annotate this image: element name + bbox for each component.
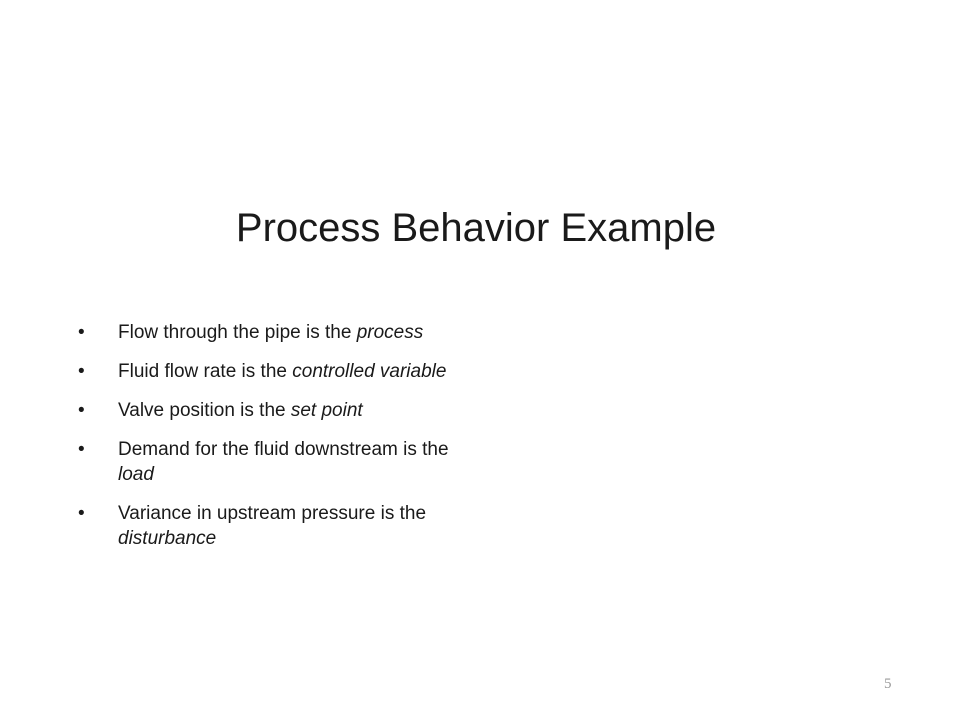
bullet-emphasis-text: controlled variable (292, 361, 447, 382)
bullet-plain-text: Valve position is the (118, 400, 291, 421)
bullet-icon: • (78, 400, 85, 421)
bullet-icon: • (78, 361, 85, 382)
bullet-list (78, 320, 478, 565)
bullet-plain-text: Flow through the pipe is the (118, 322, 357, 343)
bullet-item (78, 437, 478, 487)
bullet-text (118, 322, 423, 343)
bullet-item (78, 320, 478, 345)
bullet-icon: • (78, 503, 85, 524)
bullet-icon: • (78, 439, 85, 460)
bullet-item (78, 501, 478, 551)
bullet-text (118, 439, 449, 485)
bullet-text (118, 400, 363, 421)
bullet-emphasis-text: set point (290, 400, 363, 421)
page-number: 5 (884, 676, 892, 692)
bullet-plain-text: Demand for the fluid downstream is the (118, 439, 449, 460)
bullet-plain-text: Fluid flow rate is the (118, 361, 293, 382)
bullet-plain-text: Variance in upstream pressure is the (118, 503, 427, 524)
slide-title: Process Behavior Example (235, 206, 717, 250)
bullet-item (78, 398, 478, 423)
bullet-text (118, 503, 426, 549)
bullet-emphasis-text: load (118, 464, 154, 485)
bullet-emphasis-text: disturbance (118, 528, 217, 549)
bullet-text (118, 361, 446, 382)
bullet-item (78, 359, 478, 384)
bullet-emphasis-text: process (356, 322, 424, 343)
bullet-icon: • (78, 322, 85, 343)
